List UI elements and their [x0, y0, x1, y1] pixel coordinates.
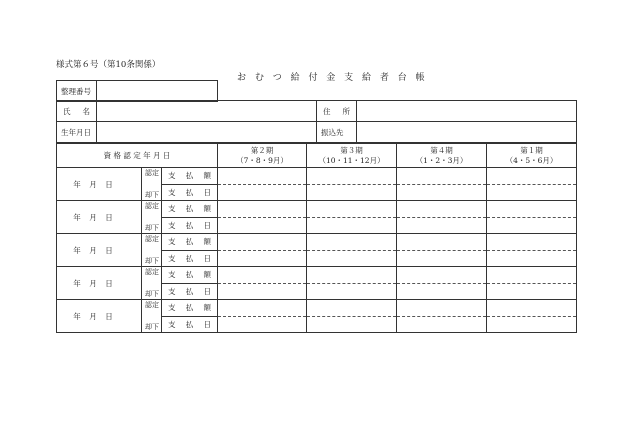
- pay-date-cell[interactable]: [307, 250, 397, 267]
- pay-amount-label: 支 払 額: [162, 201, 218, 218]
- pay-amount-cell[interactable]: [218, 234, 307, 251]
- pay-date-cell[interactable]: [397, 250, 487, 267]
- pay-amount-label: 支 払 額: [162, 300, 218, 317]
- pay-date-label: 支 払 日: [162, 316, 218, 333]
- address-field[interactable]: [357, 101, 577, 122]
- pay-date-label: 支 払 日: [162, 283, 218, 300]
- approved-stamp: 認定: [142, 267, 162, 284]
- approved-stamp: 認定: [142, 300, 162, 317]
- rejected-stamp: 却下: [142, 316, 162, 333]
- period-header-2: 第２期 （7・8・9月）: [218, 144, 307, 168]
- pay-amount-cell[interactable]: [397, 201, 487, 218]
- pay-date-cell[interactable]: [487, 217, 577, 234]
- pay-amount-cell[interactable]: [397, 234, 487, 251]
- ledger-row-amount: [57, 234, 577, 251]
- pay-date-cell[interactable]: [218, 283, 307, 300]
- pay-amount-cell[interactable]: [397, 300, 487, 317]
- pay-date-cell[interactable]: [487, 283, 577, 300]
- name-label: 氏 名: [57, 101, 97, 122]
- pay-date-cell[interactable]: [218, 184, 307, 201]
- pay-date-cell[interactable]: [397, 316, 487, 333]
- pay-amount-cell[interactable]: [307, 267, 397, 284]
- period-header-1: 第１期 （4・5・6月）: [487, 144, 577, 168]
- pay-amount-cell[interactable]: [307, 201, 397, 218]
- pay-amount-cell[interactable]: [487, 300, 577, 317]
- payment-ledger-table: [56, 143, 577, 333]
- pay-amount-cell[interactable]: [487, 168, 577, 185]
- birthdate-label: 生年月日: [57, 122, 97, 143]
- pay-amount-label: 支 払 額: [162, 267, 218, 284]
- pay-date-cell[interactable]: [307, 184, 397, 201]
- pay-amount-cell[interactable]: [487, 267, 577, 284]
- approved-stamp: 認定: [142, 201, 162, 218]
- pay-date-cell[interactable]: [397, 184, 487, 201]
- approved-stamp: 認定: [142, 234, 162, 251]
- pay-amount-cell[interactable]: [397, 168, 487, 185]
- ledger-row-amount: [57, 168, 577, 185]
- ledger-row-amount: [57, 201, 577, 218]
- pay-amount-cell[interactable]: [487, 201, 577, 218]
- pay-amount-cell[interactable]: [487, 234, 577, 251]
- personal-info-table: [56, 100, 577, 143]
- pay-amount-cell[interactable]: [307, 234, 397, 251]
- pay-date-cell[interactable]: [218, 250, 307, 267]
- address-label: 住 所: [317, 101, 357, 122]
- ledger-row-amount: [57, 267, 577, 284]
- pay-date-label: 支 払 日: [162, 250, 218, 267]
- registration-table: [56, 80, 218, 102]
- registration-no-label: 整理番号: [57, 81, 97, 102]
- eligibility-date-cell[interactable]: 年 月 日: [57, 234, 142, 267]
- pay-date-cell[interactable]: [307, 217, 397, 234]
- birthdate-field[interactable]: [97, 122, 317, 143]
- period-header-4: 第４期 （1・2・3月）: [397, 144, 487, 168]
- approved-stamp: 認定: [142, 168, 162, 185]
- rejected-stamp: 却下: [142, 283, 162, 300]
- eligibility-date-cell[interactable]: 年 月 日: [57, 201, 142, 234]
- period-header-3: 第３期 （10・11・12月）: [307, 144, 397, 168]
- name-field[interactable]: [97, 101, 317, 122]
- transfer-to-field[interactable]: [357, 122, 577, 143]
- eligibility-date-cell[interactable]: 年 月 日: [57, 168, 142, 201]
- pay-date-label: 支 払 日: [162, 217, 218, 234]
- pay-date-label: 支 払 日: [162, 184, 218, 201]
- pay-amount-cell[interactable]: [218, 168, 307, 185]
- pay-amount-cell[interactable]: [218, 201, 307, 218]
- pay-date-cell[interactable]: [218, 316, 307, 333]
- pay-amount-cell[interactable]: [307, 168, 397, 185]
- rejected-stamp: 却下: [142, 217, 162, 234]
- registration-no-field[interactable]: [97, 81, 218, 102]
- pay-date-cell[interactable]: [218, 217, 307, 234]
- form-number: 様式第６号（第10条関係）: [56, 60, 161, 70]
- pay-amount-label: 支 払 額: [162, 168, 218, 185]
- eligibility-date-cell[interactable]: 年 月 日: [57, 300, 142, 333]
- rejected-stamp: 却下: [142, 184, 162, 201]
- pay-date-cell[interactable]: [307, 283, 397, 300]
- ledger-row-amount: [57, 300, 577, 317]
- pay-date-cell[interactable]: [307, 316, 397, 333]
- pay-date-cell[interactable]: [487, 250, 577, 267]
- pay-amount-label: 支 払 額: [162, 234, 218, 251]
- pay-amount-cell[interactable]: [307, 300, 397, 317]
- rejected-stamp: 却下: [142, 250, 162, 267]
- pay-date-cell[interactable]: [487, 184, 577, 201]
- pay-date-cell[interactable]: [397, 217, 487, 234]
- ledger-body: [57, 168, 577, 333]
- eligibility-date-cell[interactable]: 年 月 日: [57, 267, 142, 300]
- pay-amount-cell[interactable]: [397, 267, 487, 284]
- pay-amount-cell[interactable]: [218, 267, 307, 284]
- transfer-to-label: 振込先: [317, 122, 357, 143]
- form-title: お む つ 給 付 金 支 給 者 台 帳: [237, 73, 428, 83]
- pay-date-cell[interactable]: [487, 316, 577, 333]
- eligibility-date-header: 資 格 認 定 年 月 日: [57, 144, 218, 168]
- pay-amount-cell[interactable]: [218, 300, 307, 317]
- pay-date-cell[interactable]: [397, 283, 487, 300]
